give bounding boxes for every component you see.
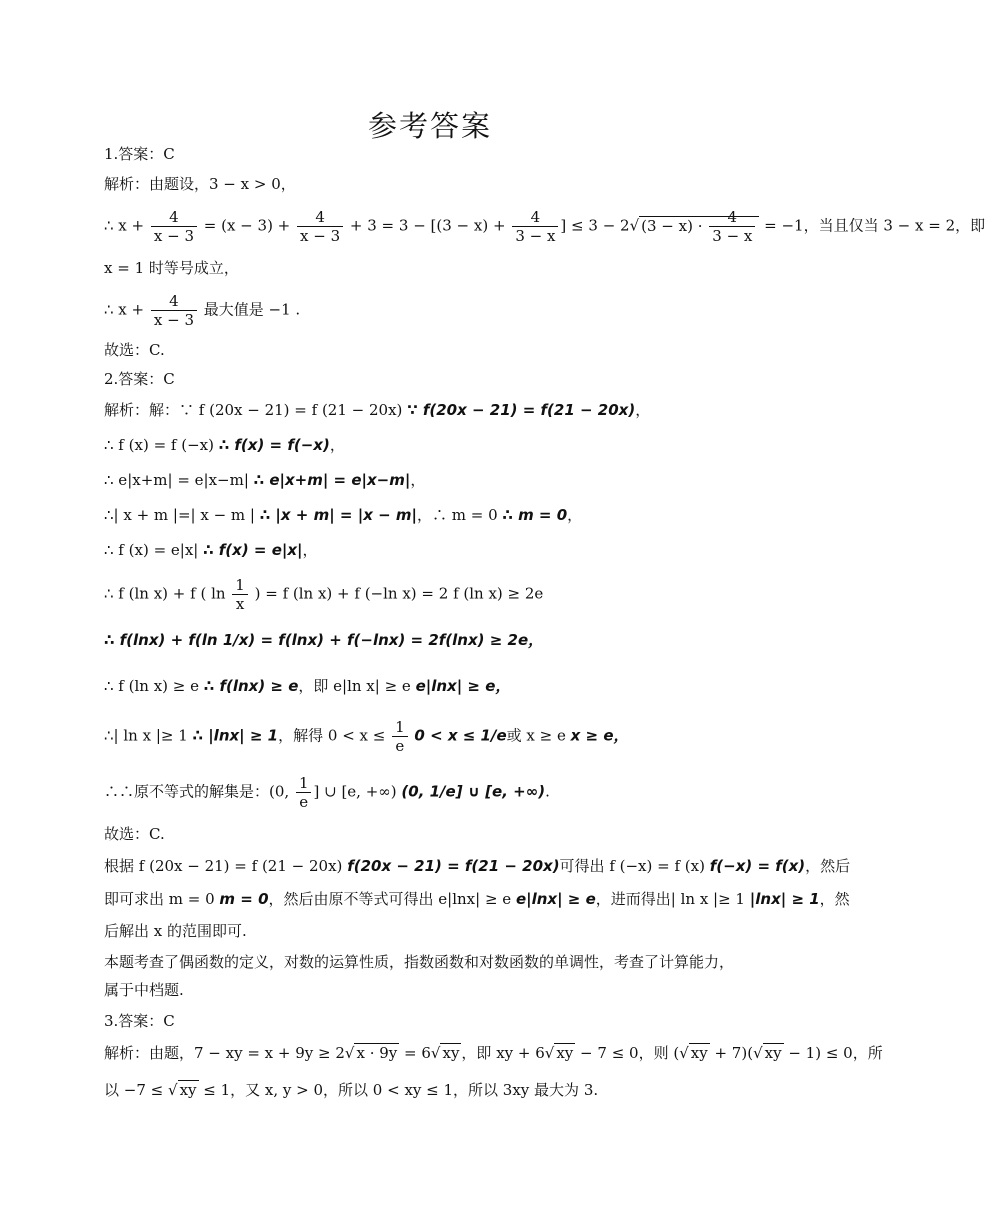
- text-run: ≤ 1，又 x, y > 0，所以 0 < xy ≤ 1，所以 3xy 最大为 3.: [198, 1081, 599, 1099]
- fraction: [709, 208, 755, 245]
- bold-text-run: (0, 1/e] ∪ [e, +∞): [401, 782, 546, 801]
- q3-answer: 3.答案：C: [104, 1012, 175, 1030]
- fraction: [151, 208, 197, 245]
- bold-text-run: ∴ m = 0: [502, 506, 568, 524]
- bold-text-run: ∴ e|x+m| = e|x−m|: [253, 471, 411, 489]
- q2-note-line-4: 本题考查了偶函数的定义，对数的运算性质，指数函数和对数函数的单调性，考查了计算能力，: [104, 953, 735, 971]
- q1-choose: 故选：C.: [104, 341, 165, 359]
- text-run: 最大值是 −1 .: [199, 300, 301, 319]
- text-run: ∴| x + m |=| x − m |: [104, 506, 255, 524]
- text-run: ∴ f (ln x) ≥ e: [104, 677, 200, 695]
- numerator: 1: [232, 576, 248, 595]
- sqrt-sign: √: [753, 1044, 763, 1062]
- numerator: 4: [512, 208, 558, 227]
- q2-answer: 2.答案：C: [104, 370, 175, 388]
- sqrt-body: xy: [442, 1044, 460, 1062]
- text-run: ] ∪ [e, +∞): [313, 782, 397, 801]
- text-run: ∴ f (x) = e|x|: [104, 541, 199, 559]
- text-run: ∴∴原不等式的解集是：(0,: [104, 782, 294, 801]
- text-run: ，然后由原不等式可得出 e|lnx| ≥ e: [268, 890, 512, 908]
- bold-text-run: ∴ f(lnx) ≥ e: [203, 677, 299, 695]
- bold-text-run: ∵ f(20x − 21) = f(21 − 20x): [407, 401, 636, 419]
- q2-note-line-3: 后解出 x 的范围即可.: [104, 922, 247, 940]
- q2-line-8: [104, 674, 760, 698]
- text-run: = 6: [399, 1044, 431, 1062]
- bold-text-run: e|lnx| ≥ e，: [415, 677, 511, 695]
- denominator: e: [299, 793, 309, 811]
- bold-text-run: x ≥ e，: [570, 726, 629, 745]
- bold-text-run: |lnx| ≥ 1: [749, 890, 820, 908]
- fraction: [151, 292, 197, 329]
- text-run: ∴ f (x) = f (−x): [104, 436, 214, 454]
- denominator: x − 3: [153, 311, 194, 329]
- text-run: ] ≤ 3 − 2: [560, 216, 630, 235]
- q2-note-line-5: 属于中档题.: [104, 981, 184, 999]
- bold-text-run: 0 < x ≤ 1/e: [414, 726, 507, 745]
- denominator: 3 − x: [712, 227, 753, 245]
- bold-text-run: ∴ f(x) = f(−x): [218, 436, 330, 454]
- q2-line-10: [104, 774, 760, 811]
- q2-line-9: [104, 718, 760, 755]
- text-run: 根据 f (20x − 21) = f (21 − 20x): [104, 857, 343, 875]
- q2-line-1: [104, 398, 760, 422]
- text-run: (3 − x) ·: [641, 216, 708, 235]
- fraction: [296, 774, 312, 811]
- text-run: ，∴ m = 0: [417, 506, 498, 524]
- text-run: + 3 = 3 − [(3 − x) +: [345, 216, 511, 235]
- q2-line-5: ∴ f (x) = e|x| ∴ f(x) = e|x|，: [104, 541, 318, 559]
- numerator: 4: [151, 292, 197, 311]
- sqrt-sign: √: [430, 1044, 441, 1062]
- q2-line-6: [104, 576, 760, 613]
- sqrt-body: [639, 208, 759, 245]
- sqrt-sign: √: [544, 1044, 555, 1062]
- bold-text-run: ∴ |x + m| = |x − m|: [259, 506, 417, 524]
- text-run: ∴ e|x+m| = e|x−m|: [104, 471, 249, 489]
- text-run: 解析：解：∵ f (20x − 21) = f (21 − 20x): [104, 401, 403, 419]
- q2-line-4: ∴| x + m |=| x − m | ∴ |x + m| = |x − m|，∴ m = 0 ∴ m = 0，: [104, 506, 583, 524]
- text-run: ) = f (ln x) + f (−ln x) = 2 f (ln x) ≥ 2e: [249, 584, 544, 603]
- text-run: ，即 xy + 6: [461, 1044, 545, 1062]
- denominator: x − 3: [153, 227, 194, 245]
- text-run: ，: [635, 401, 651, 419]
- text-run: ，然后: [805, 857, 851, 875]
- fraction: [512, 208, 558, 245]
- q1-analysis-line-2: [104, 208, 985, 245]
- q3-line-2: [104, 1078, 760, 1102]
- text-run: ∴ x +: [104, 216, 149, 235]
- text-run: ，然: [819, 890, 850, 908]
- bold-text-run: f(−x) = f(x): [709, 857, 806, 875]
- q2-line-2: ∴ f (x) = f (−x) ∴ f(x) = f(−x)，: [104, 436, 345, 454]
- sqrt-body: xy: [764, 1044, 782, 1062]
- sqrt-body: xy: [556, 1044, 574, 1062]
- text-run: ，解得 0 < x ≤: [278, 726, 391, 745]
- page-title: 参考答案: [367, 109, 492, 143]
- q1-analysis-line-3: x = 1 时等号成立，: [104, 259, 239, 277]
- fraction: [392, 718, 408, 755]
- text-run: 以 −7 ≤: [104, 1081, 168, 1099]
- q1-analysis-line-1: 解析：由题设，3 − x > 0，: [104, 175, 296, 193]
- sqrt-sign: √: [679, 1044, 689, 1062]
- text-run: ，进而得出| ln x |≥ 1: [595, 890, 745, 908]
- fraction: [232, 576, 248, 613]
- denominator: 3 − x: [515, 227, 556, 245]
- text-run: + 7)(: [709, 1044, 754, 1062]
- text-run: − 7 ≤ 0，则 (: [575, 1044, 680, 1062]
- text-run: = −1，当且仅当 3 − x = 2，即: [759, 216, 985, 235]
- bold-text-run: e|lnx| ≥ e: [515, 890, 596, 908]
- q3-line-1: [104, 1041, 883, 1065]
- text-run: − 1) ≤ 0，所: [783, 1044, 883, 1062]
- sqrt-body: xy: [690, 1044, 708, 1062]
- text-run: .: [545, 782, 550, 801]
- sqrt-sign: √: [629, 216, 640, 235]
- bold-text-run: f(20x − 21) = f(21 − 20x): [347, 857, 560, 875]
- sqrt-sign: √: [344, 1044, 355, 1062]
- denominator: x − 3: [300, 227, 341, 245]
- text-run: ∴| ln x |≥ 1: [104, 726, 188, 745]
- denominator: e: [395, 737, 405, 755]
- text-run: ∴ x +: [104, 300, 149, 319]
- numerator: 1: [296, 774, 312, 793]
- numerator: 1: [392, 718, 408, 737]
- numerator: 4: [709, 208, 755, 227]
- fraction: [297, 208, 343, 245]
- sqrt-sign: √: [168, 1081, 178, 1099]
- text-run: 可得出 f (−x) = f (x): [559, 857, 705, 875]
- bold-text-run: ∴ |lnx| ≥ 1: [192, 726, 279, 745]
- q2-choose: 故选：C.: [104, 825, 165, 843]
- numerator: 4: [297, 208, 343, 227]
- q2-note-line-2: [104, 887, 850, 911]
- sqrt-body: xy: [179, 1081, 197, 1099]
- q2-line-3: ∴ e|x+m| = e|x−m| ∴ e|x+m| = e|x−m|，: [104, 471, 426, 489]
- bold-text-run: m = 0: [219, 890, 269, 908]
- numerator: 4: [151, 208, 197, 227]
- text-run: ，即 e|ln x| ≥ e: [298, 677, 411, 695]
- text-run: 解析：由题，7 − xy = x + 9y ≥ 2: [104, 1044, 345, 1062]
- q1-answer: 1.答案：C: [104, 145, 175, 163]
- bold-text-run: ∴ f(x) = e|x|: [203, 541, 303, 559]
- text-run: 或 x ≥ e: [506, 726, 566, 745]
- q2-note-line-1: [104, 854, 851, 878]
- text-run: 即可求出 m = 0: [104, 890, 215, 908]
- sqrt-body: x · 9y: [356, 1044, 398, 1062]
- q2-line-7: ∴ f(lnx) + f(ln 1/x) = f(lnx) + f(−lnx) = 2f(lnx) ≥ 2e，: [104, 631, 544, 649]
- text-run: ∴ f (ln x) + f ( ln: [104, 584, 231, 603]
- q1-analysis-line-4: [104, 292, 760, 329]
- text-run: = (x − 3) +: [199, 216, 296, 235]
- denominator: x: [235, 595, 245, 613]
